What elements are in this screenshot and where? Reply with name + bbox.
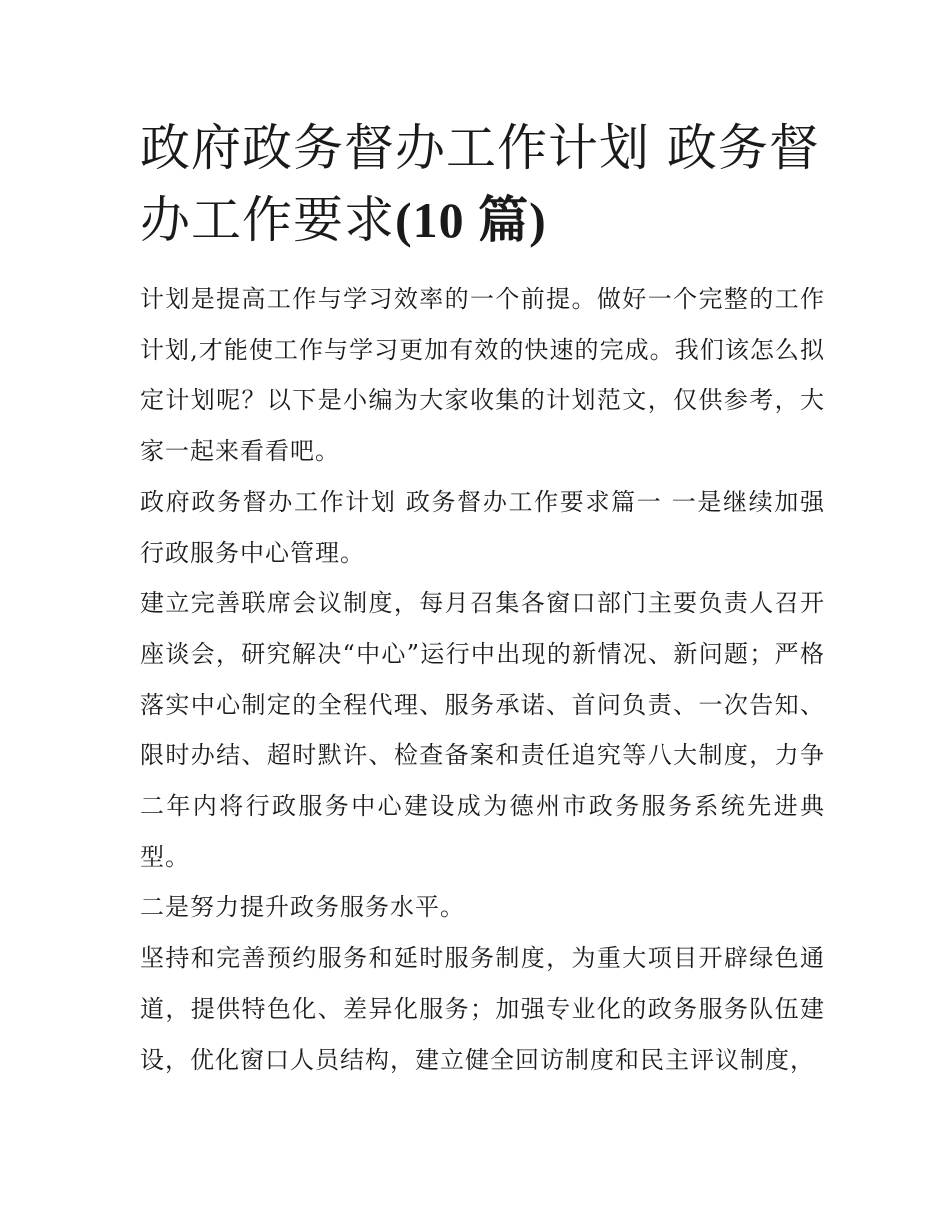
paragraph-appointment-service: 坚持和完善预约服务和延时服务制度，为重大项目开辟绿色通道，提供特色化、差异化服务；加强专业化的政务服务队伍建设，优化窗口人员结构，建立健全回访制度和民主评议制度， — [140, 944, 825, 1074]
paragraph-joint-meeting-system: 建立完善联席会议制度，每月召集各窗口部门主要负责人召开座谈会，研究解决“中心”运行中出现的新情况、新问题；严格落实中心制定的全程代理、服务承诺、首问负责、一次告知、限时办结、超时默许、检查备案和责任追究等八大制度，力争二年内将行政服务中心建设成为德州市政务服务系统先进典型。 — [140, 589, 825, 871]
title-main-text: 政府政务督办工作计划 政务督办工作要求 — [140, 119, 820, 249]
paragraph-section-two-heading: 二是努力提升政务服务水平。 — [140, 893, 465, 922]
paragraph-section-one-heading: 政府政务督办工作计划 政务督办工作要求篇一 一是继续加强行政服务中心管理。 — [140, 487, 825, 567]
document-title — [140, 112, 820, 256]
title-count-text: (10 篇) — [395, 192, 547, 248]
paragraph-intro: 计划是提高工作与学习效率的一个前提。做好一个完整的工作计划,才能使工作与学习更加有效的快速的完成。我们该怎么拟定计划呢？以下是小编为大家收集的计划范文，仅供参考，大家一起来看看吧。 — [140, 285, 825, 466]
document-body — [140, 274, 825, 1085]
